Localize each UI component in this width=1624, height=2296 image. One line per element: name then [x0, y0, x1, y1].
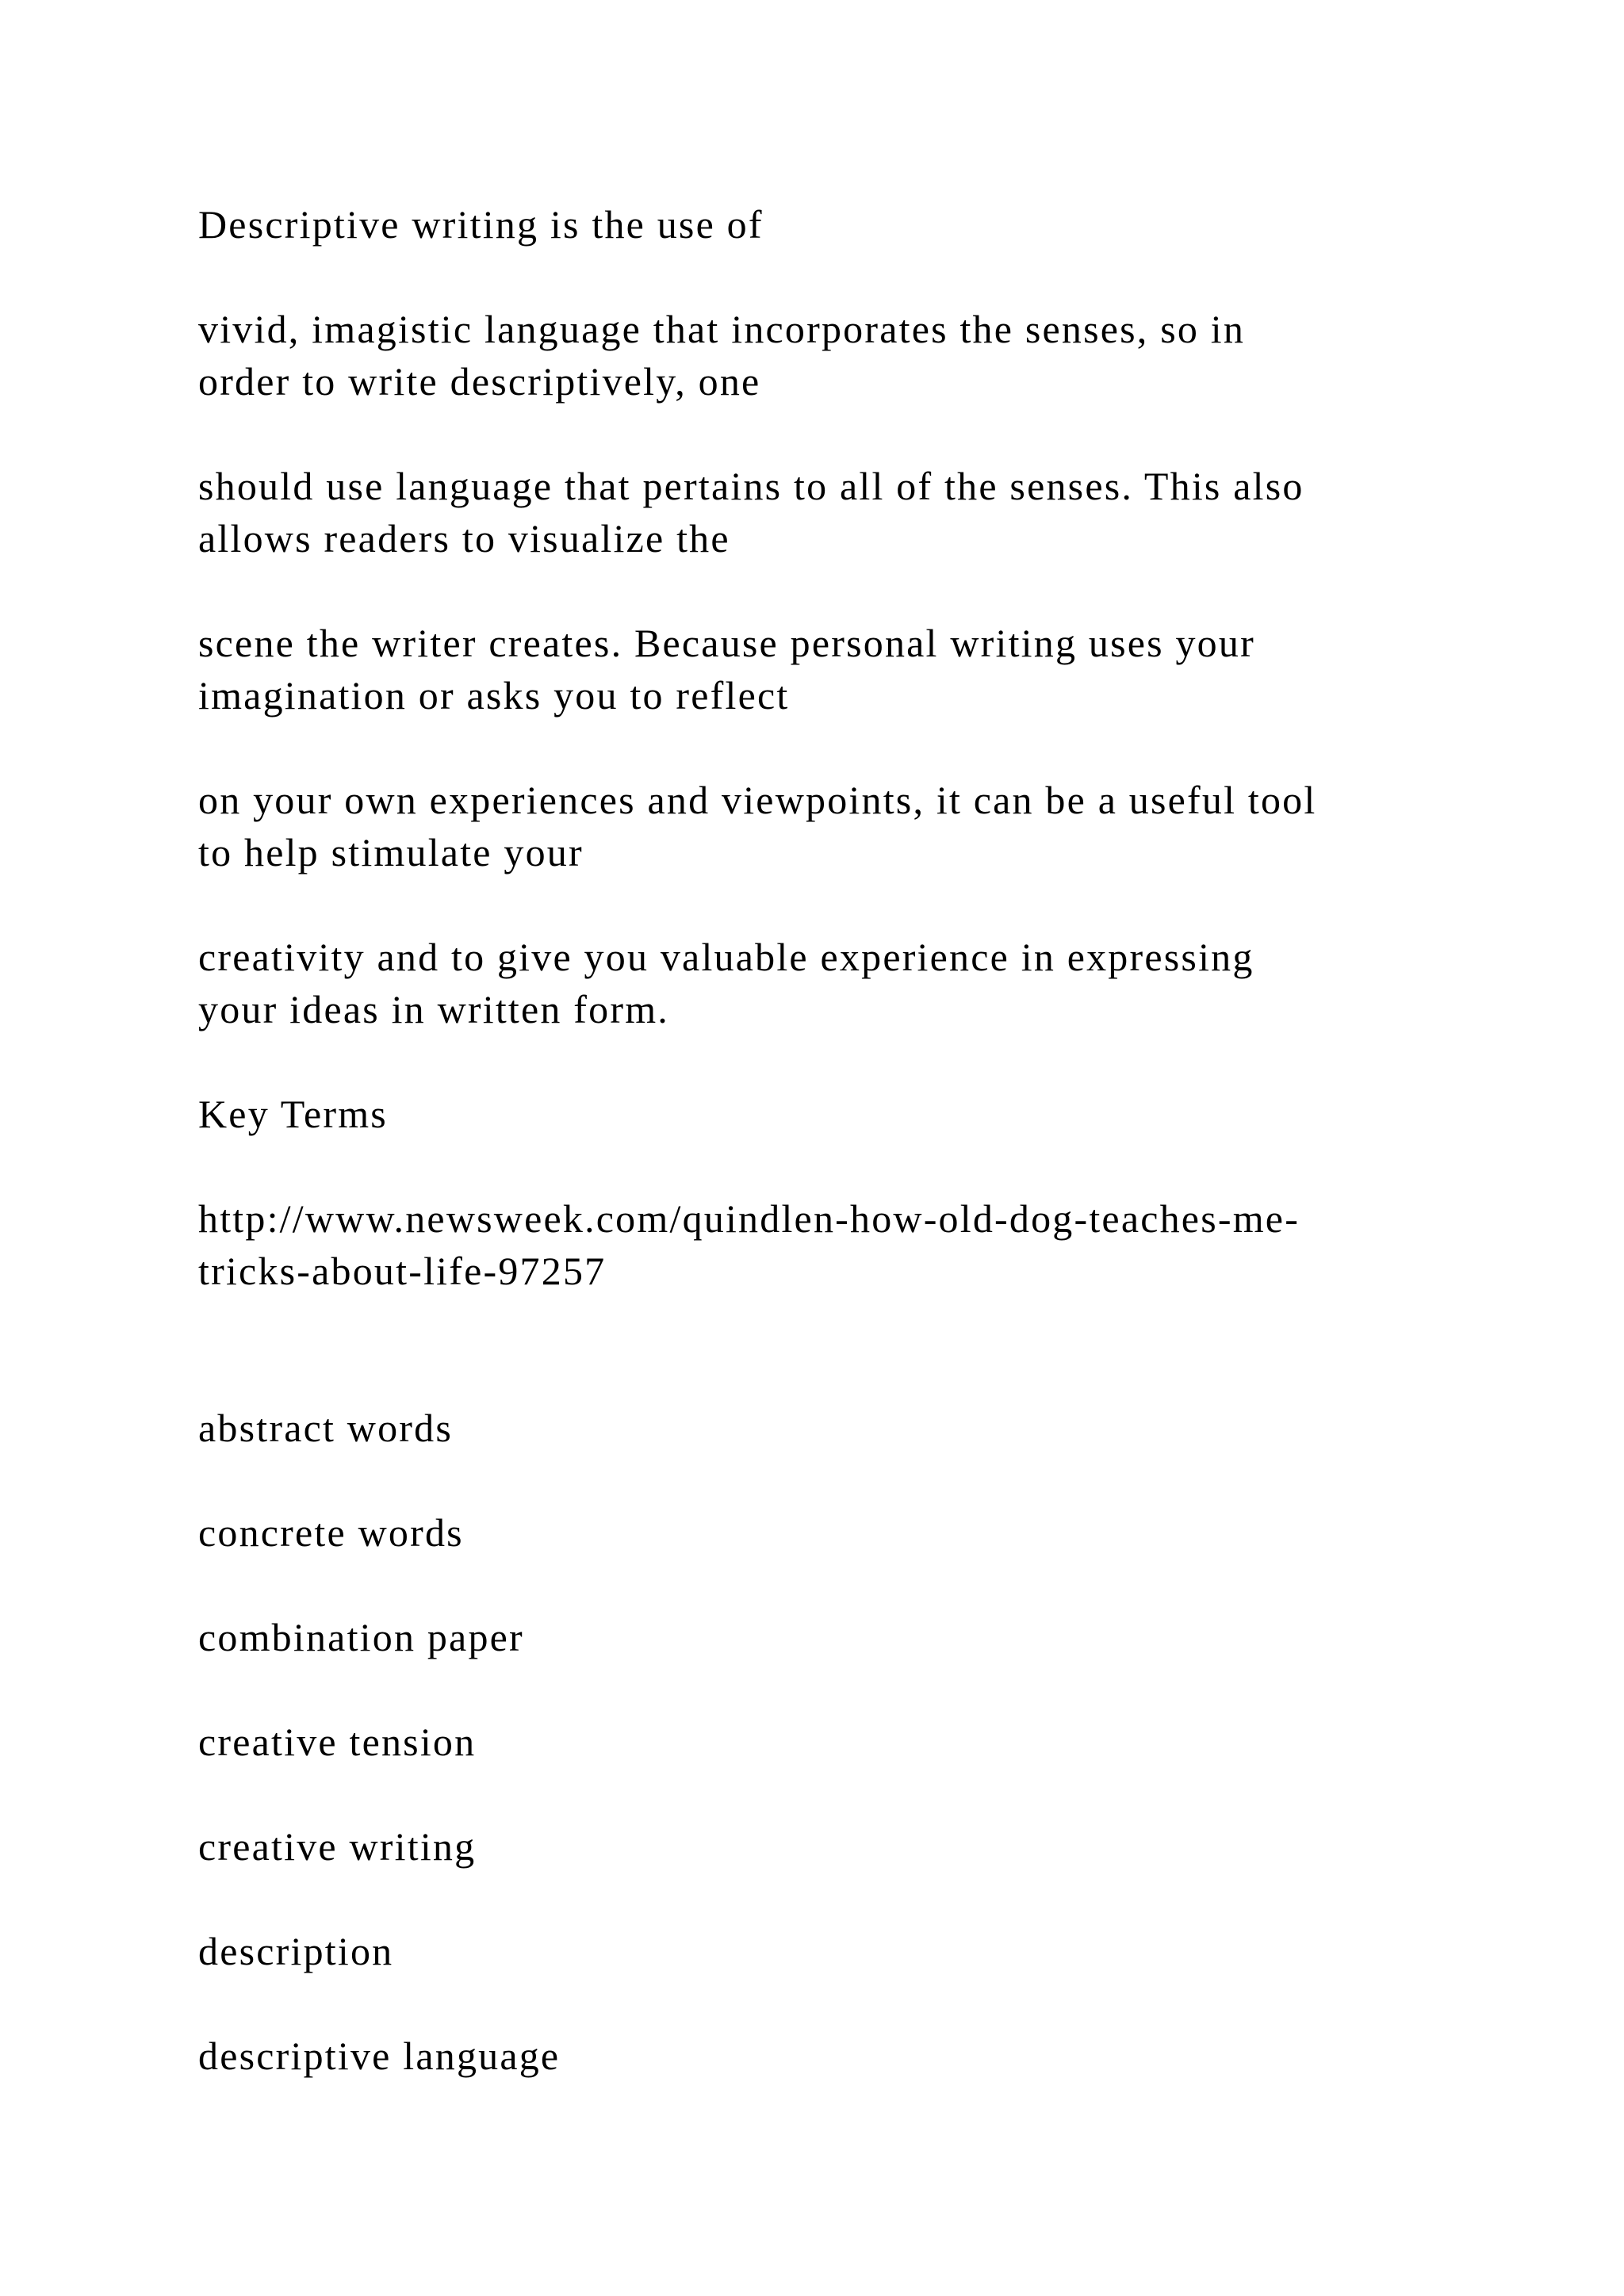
text-line: vivid, imagistic language that incorporates the senses, so in: [198, 307, 1246, 351]
blank-spacer: [198, 1349, 1499, 1402]
url-reference: [198, 1192, 1499, 1297]
text-line: on your own experiences and viewpoints, it can be a useful tool: [198, 778, 1317, 822]
text-line: scene the writer creates. Because personal writing uses your: [198, 621, 1255, 665]
key-term: concrete words: [198, 1510, 464, 1555]
text-line: allows readers to visualize the: [198, 516, 730, 561]
text-line: order to write descriptively, one: [198, 359, 761, 404]
url-line: tricks-about-life-97257: [198, 1249, 607, 1293]
paragraph-6: [198, 931, 1499, 1035]
paragraph-2: [198, 303, 1499, 408]
key-term: description: [198, 1929, 394, 1973]
text-line: to help stimulate your: [198, 830, 584, 874]
key-term: combination paper: [198, 1615, 524, 1659]
text-line: creativity and to give you valuable experience in expressing: [198, 935, 1254, 979]
text-line: Descriptive writing is the use of: [198, 202, 764, 247]
paragraph-4: [198, 617, 1499, 721]
key-term: creative tension: [198, 1720, 477, 1764]
paragraph-3: [198, 460, 1499, 564]
url-line: http://www.newsweek.com/quindlen-how-old-dog-teaches-me-: [198, 1196, 1300, 1241]
key-term: descriptive language: [198, 2034, 561, 2078]
text-line: your ideas in written form.: [198, 987, 669, 1031]
text-line: imagination or asks you to reflect: [198, 673, 790, 718]
paragraph-5: [198, 774, 1499, 878]
key-terms-heading: Key Terms: [198, 1092, 388, 1136]
paragraph-1: [198, 198, 1499, 251]
text-line: should use language that pertains to all of the senses. This also: [198, 464, 1304, 508]
document-body: [198, 198, 1499, 2134]
key-term: abstract words: [198, 1406, 453, 1450]
key-term: creative writing: [198, 1824, 477, 1869]
